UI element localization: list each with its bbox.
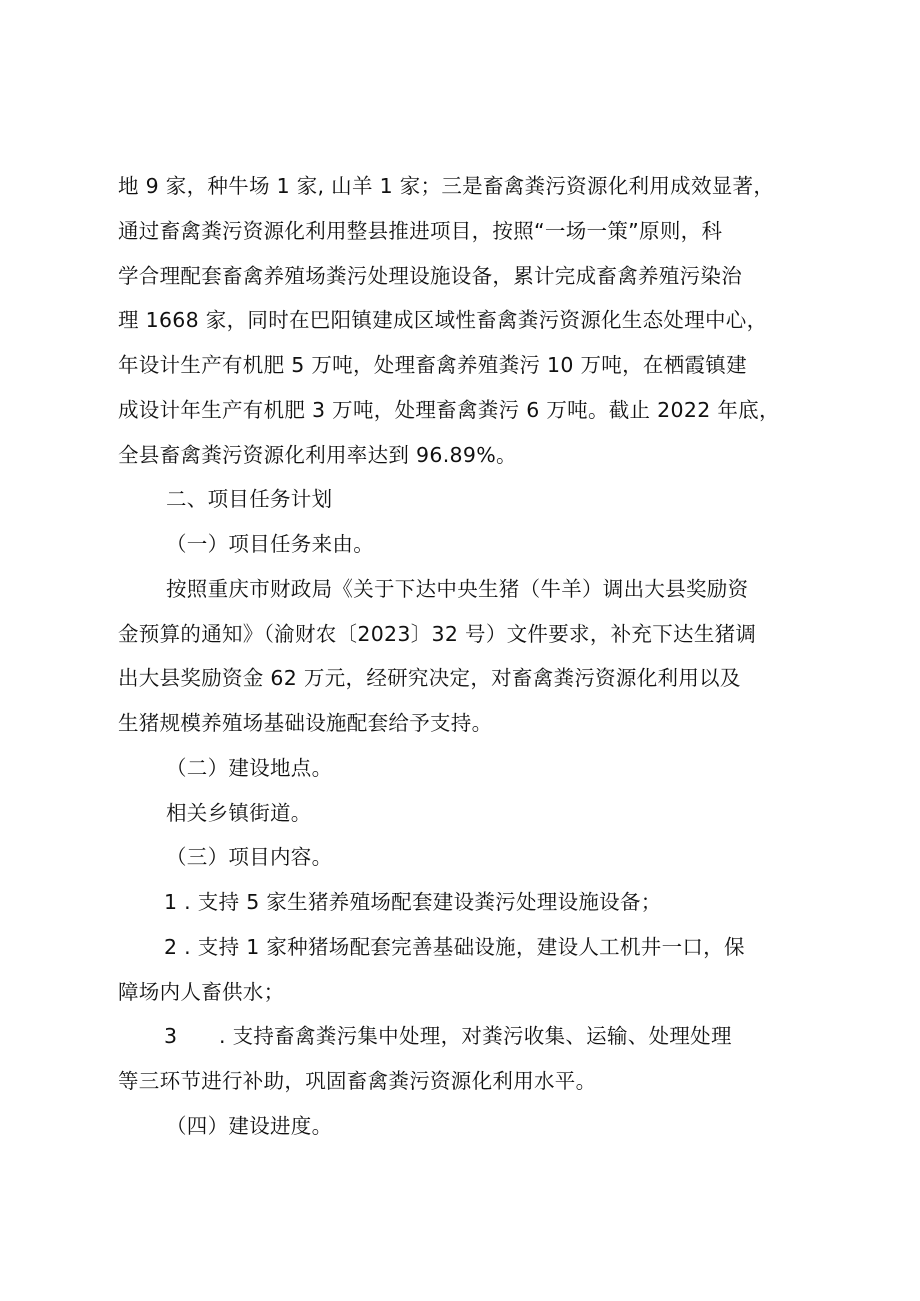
body-text-line: 按照重庆市财政局《关于下达中央生猪（牛羊）调出大县奖励资 <box>166 577 749 601</box>
section-heading: 二、项目任务计划 <box>166 487 333 511</box>
subsection-heading: （二）建设地点。 <box>166 756 333 780</box>
list-item-continuation: 障场内人畜供水； <box>118 980 285 1004</box>
body-text-line: 相关乡镇街道。 <box>166 801 312 825</box>
body-text-line: 通过畜禽粪污资源化利用整县推进项目，按照“一场一策”原则，科 <box>118 219 723 243</box>
body-text-line: 生猪规模养殖场基础设施配套给予支持。 <box>118 711 493 735</box>
body-text-line: 年设计生产有机肥 5 万吨，处理畜禽养殖粪污 10 万吨，在栖霞镇建 <box>118 353 747 377</box>
body-text-line: 学合理配套畜禽养殖场粪污处理设施设备，累计完成畜禽养殖污染治 <box>118 264 742 288</box>
body-text-line: 出大县奖励资金 62 万元，经研究决定，对畜禽粪污资源化利用以及 <box>118 666 741 690</box>
body-text-line: 理 1668 家，同时在巴阳镇建成区域性畜禽粪污资源化生态处理中心， <box>118 308 768 332</box>
body-text-line: 金预算的通知》（渝财农〔2023〕32 号）文件要求，补充下达生猪调 <box>118 622 757 646</box>
list-item-continuation: 等三环节进行补助，巩固畜禽粪污资源化利用水平。 <box>118 1069 597 1093</box>
body-text-line: 全县畜禽粪污资源化利用率达到 96.89%。 <box>118 443 517 467</box>
body-text-line: 地 9 家，种牛场 1 家, 山羊 1 家；三是畜禽粪污资源化利用成效显著， <box>118 174 775 198</box>
body-text-line: 成设计年生产有机肥 3 万吨，处理畜禽粪污 6 万吨。截止 2022 年底， <box>118 398 780 422</box>
subsection-heading: （四）建设进度。 <box>166 1114 333 1138</box>
list-item: 1 . 支持 5 家生猪养殖场配套建设粪污处理设施设备； <box>164 890 662 914</box>
list-item: 2 . 支持 1 家种猪场配套完善基础设施，建设人工机井一口，保 <box>164 935 745 959</box>
subsection-heading: （三）项目内容。 <box>166 845 333 869</box>
subsection-heading: （一）项目任务来由。 <box>166 532 374 556</box>
list-item: 3 . 支持畜禽粪污集中处理，对粪污收集、运输、处理处理 <box>164 1024 732 1048</box>
